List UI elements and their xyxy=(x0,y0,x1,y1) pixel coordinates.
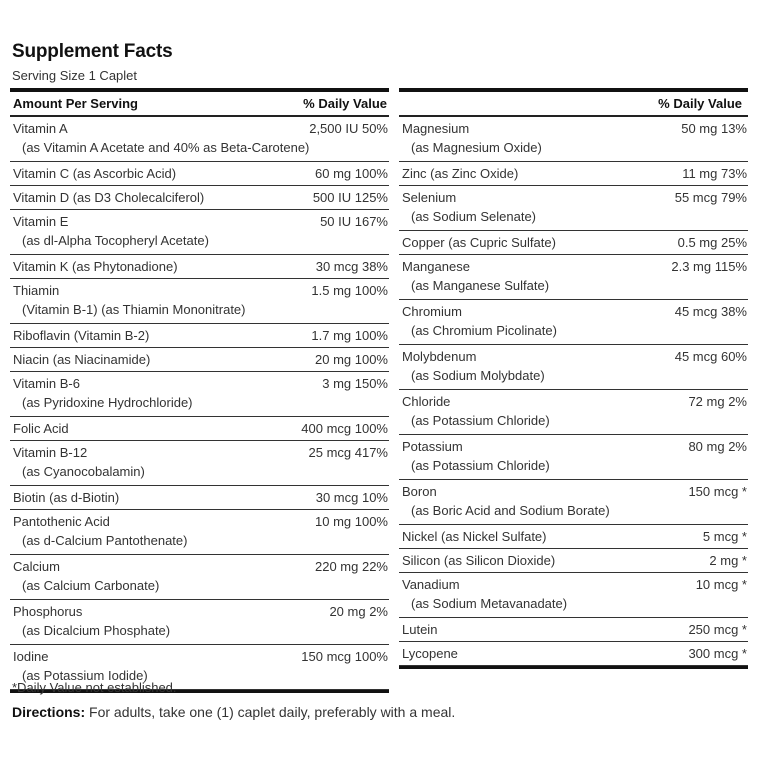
nutrient-row xyxy=(10,417,389,441)
nutrient-name: Thiamin xyxy=(13,283,60,298)
nutrient-name: Niacin (as Niacinamide) xyxy=(13,352,151,367)
nutrient-row xyxy=(10,372,389,417)
nutrient-amount: 72 mg 2% xyxy=(688,394,747,409)
nutrient-amount: 1.7 mg 100% xyxy=(311,328,388,343)
nutrient-amount: 500 IU 125% xyxy=(312,190,388,205)
directions-label: Directions: xyxy=(12,704,86,720)
nutrient-source: (as Dicalcium Phosphate) xyxy=(22,623,171,638)
nutrient-amount: 220 mg 22% xyxy=(315,559,388,574)
nutrient-row xyxy=(399,642,748,666)
nutrient-row xyxy=(10,324,389,348)
nutrient-source: (as Magnesium Oxide) xyxy=(411,140,542,155)
bottom-rule xyxy=(399,666,748,669)
nutrient-rows xyxy=(399,117,748,666)
nutrient-amount: 20 mg 2% xyxy=(329,604,388,619)
nutrient-name: Vitamin K (as Phytonadione) xyxy=(13,259,178,274)
nutrient-amount: 60 mg 100% xyxy=(315,166,388,181)
nutrient-amount: 50 mg 13% xyxy=(681,121,747,136)
nutrient-source: (as Calcium Carbonate) xyxy=(22,578,160,593)
nutrient-source: (as Potassium Chloride) xyxy=(411,458,550,473)
nutrient-amount: 2 mg * xyxy=(709,553,747,568)
nutrient-name: Magnesium xyxy=(402,121,470,136)
nutrient-row xyxy=(399,525,748,549)
nutrient-row xyxy=(399,162,748,186)
nutrient-amount: 5 mcg * xyxy=(702,529,747,544)
nutrient-row xyxy=(10,162,389,186)
nutrient-name: Vitamin B-6 xyxy=(13,376,80,391)
nutrient-table-right xyxy=(399,88,748,669)
nutrient-amount: 80 mg 2% xyxy=(688,439,747,454)
table-header xyxy=(10,92,389,117)
nutrient-name: Riboflavin (Vitamin B-2) xyxy=(13,328,150,343)
nutrient-row xyxy=(10,348,389,372)
nutrient-source: (as Boric Acid and Sodium Borate) xyxy=(411,503,610,518)
nutrient-source: (as Potassium Iodide) xyxy=(22,668,148,683)
nutrient-row xyxy=(399,480,748,525)
nutrient-row xyxy=(10,510,389,555)
nutrient-amount: 20 mg 100% xyxy=(315,352,388,367)
nutrient-name: Zinc (as Zinc Oxide) xyxy=(402,166,519,181)
nutrient-amount: 11 mg 73% xyxy=(682,166,747,181)
nutrient-amount: 400 mcg 100% xyxy=(301,421,388,436)
nutrient-name: Lycopene xyxy=(402,646,458,661)
nutrient-row xyxy=(10,255,389,279)
nutrient-source: (as Potassium Chloride) xyxy=(411,413,550,428)
nutrient-name: Vanadium xyxy=(402,577,460,592)
nutrient-row xyxy=(399,549,748,573)
nutrient-amount: 3 mg 150% xyxy=(322,376,388,391)
nutrient-row xyxy=(10,117,389,162)
nutrient-source: (as Manganese Sulfate) xyxy=(411,278,550,293)
nutrient-name: Vitamin B-12 xyxy=(13,445,88,460)
nutrient-row xyxy=(399,390,748,435)
nutrient-source: (as Sodium Metavanadate) xyxy=(411,596,568,611)
nutrient-row xyxy=(399,300,748,345)
nutrient-row xyxy=(10,600,389,645)
nutrient-amount: 30 mcg 10% xyxy=(315,490,388,505)
nutrient-row xyxy=(10,210,389,255)
amount-per-serving-label: Amount Per Serving xyxy=(13,96,138,111)
nutrient-source: (as d-Calcium Pantothenate) xyxy=(22,533,188,548)
nutrient-amount: 2.3 mg 115% xyxy=(671,259,747,274)
nutrient-row xyxy=(10,279,389,324)
nutrient-amount: 10 mcg * xyxy=(695,577,747,592)
nutrient-name: Phosphorus xyxy=(13,604,83,619)
serving-size: Serving Size 1 Caplet xyxy=(12,68,138,83)
nutrient-amount: 30 mcg 38% xyxy=(315,259,388,274)
nutrient-row xyxy=(399,618,748,642)
nutrient-row xyxy=(399,255,748,300)
nutrient-row xyxy=(399,231,748,255)
nutrient-name: Iodine xyxy=(13,649,49,664)
nutrient-amount: 50 IU 167% xyxy=(320,214,388,229)
nutrient-row xyxy=(10,555,389,600)
nutrient-name: Manganese xyxy=(402,259,470,274)
nutrient-name: Vitamin C (as Ascorbic Acid) xyxy=(13,166,177,181)
directions-text: For adults, take one (1) caplet daily, preferably with a meal. xyxy=(85,704,456,720)
nutrient-source: (as Sodium Selenate) xyxy=(411,209,537,224)
nutrient-name: Lutein xyxy=(402,622,438,637)
nutrient-name: Chloride xyxy=(402,394,451,409)
nutrient-table-left xyxy=(10,88,389,693)
nutrient-name: Vitamin E xyxy=(13,214,69,229)
nutrient-source: (as Chromium Picolinate) xyxy=(411,323,557,338)
nutrient-name: Molybdenum xyxy=(402,349,477,364)
nutrient-row xyxy=(399,435,748,480)
nutrient-row xyxy=(10,486,389,510)
nutrient-source: (as Vitamin A Acetate and 40% as Beta-Carotene) xyxy=(22,140,310,155)
nutrient-name: Chromium xyxy=(402,304,462,319)
nutrient-amount: 10 mg 100% xyxy=(315,514,388,529)
directions xyxy=(12,704,455,720)
nutrient-name: Selenium xyxy=(402,190,457,205)
nutrient-source: (Vitamin B-1) (as Thiamin Mononitrate) xyxy=(22,302,246,317)
nutrient-row xyxy=(399,117,748,162)
nutrient-name: Biotin (as d-Biotin) xyxy=(13,490,120,505)
nutrient-amount: 250 mcg * xyxy=(688,622,747,637)
nutrient-source: (as Sodium Molybdate) xyxy=(411,368,545,383)
nutrient-source: (as Cyanocobalamin) xyxy=(22,464,145,479)
nutrient-source: (as Pyridoxine Hydrochloride) xyxy=(22,395,193,410)
nutrient-name: Vitamin A xyxy=(13,121,68,136)
nutrient-row xyxy=(399,573,748,618)
footnote: *Daily Value not established. xyxy=(12,680,177,695)
nutrient-amount: 150 mcg 100% xyxy=(301,649,388,664)
daily-value-label: % Daily Value xyxy=(658,96,742,111)
nutrient-name: Potassium xyxy=(402,439,463,454)
nutrient-row xyxy=(399,345,748,390)
nutrient-amount: 0.5 mg 25% xyxy=(677,235,747,250)
nutrient-name: Nickel (as Nickel Sulfate) xyxy=(402,529,547,544)
nutrient-amount: 25 mcg 417% xyxy=(308,445,388,460)
daily-value-label: % Daily Value xyxy=(303,96,387,111)
nutrient-amount: 150 mcg * xyxy=(688,484,747,499)
nutrient-amount: 45 mcg 60% xyxy=(674,349,747,364)
nutrient-name: Pantothenic Acid xyxy=(13,514,110,529)
nutrient-amount: 300 mcg * xyxy=(688,646,747,661)
nutrient-name: Calcium xyxy=(13,559,60,574)
nutrient-rows xyxy=(10,117,389,690)
nutrient-row xyxy=(10,441,389,486)
nutrient-source: (as dl-Alpha Tocopheryl Acetate) xyxy=(22,233,209,248)
table-header xyxy=(399,92,748,117)
nutrient-amount: 2,500 IU 50% xyxy=(309,121,388,136)
nutrient-amount: 55 mcg 79% xyxy=(674,190,747,205)
nutrient-amount: 1.5 mg 100% xyxy=(311,283,388,298)
nutrient-name: Folic Acid xyxy=(13,421,69,436)
nutrient-name: Silicon (as Silicon Dioxide) xyxy=(402,553,556,568)
page-title: Supplement Facts xyxy=(12,41,173,62)
nutrient-amount: 45 mcg 38% xyxy=(674,304,747,319)
nutrient-row xyxy=(399,186,748,231)
nutrient-name: Boron xyxy=(402,484,437,499)
nutrient-name: Vitamin D (as D3 Cholecalciferol) xyxy=(13,190,205,205)
nutrient-name: Copper (as Cupric Sulfate) xyxy=(402,235,556,250)
nutrient-row xyxy=(10,186,389,210)
